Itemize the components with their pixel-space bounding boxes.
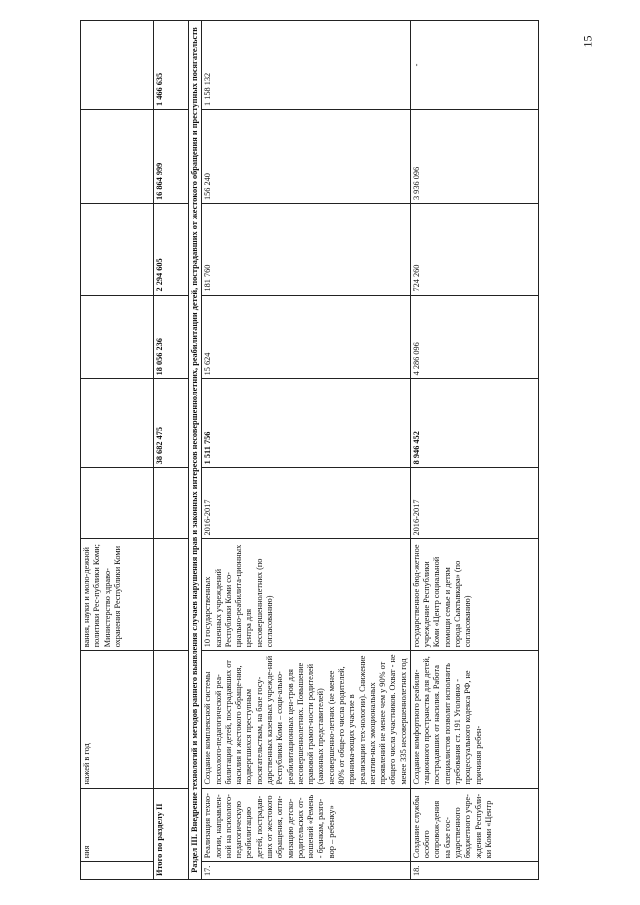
section-header: Раздел III. Внедрение технологий и методов раннего выявления случаев нарушения прав и законных интересов несовершеннолетних, реабилитации детей, пострадавших от жестокого обращения и преступных посягательств — [189, 21, 202, 880]
total-value-2: 18 056 236 — [154, 295, 189, 379]
row-title: Реализация техно-логии, направлен-ной на психолого-педагогическую реабилитацию детей, пострадав-ших от жестокого обращения, опти-мизацию детско-родительских от-ношений «Ремень - бранкам, разго-вор – ребенку» — [202, 788, 411, 862]
cell-empty — [81, 295, 154, 379]
row-number: 17. — [202, 862, 411, 880]
table-row-18 — [410, 21, 538, 880]
table-row-continued — [81, 21, 154, 880]
table-row-17 — [202, 21, 411, 880]
section-header-row — [189, 21, 202, 880]
row-value-1: 1 511 756 — [202, 379, 411, 468]
program-table — [80, 20, 539, 880]
cell-period — [81, 468, 154, 539]
row-period: 2016-2017 — [202, 468, 411, 539]
cell-empty — [81, 110, 154, 204]
cell-executor: вания, науки и моло-дежной политики Рес-публики Коми; Министерство здраво-охранения Республики Коми — [81, 539, 154, 651]
cell-title: ния — [81, 788, 154, 862]
table-row-total — [154, 21, 189, 880]
cell-empty — [81, 21, 154, 110]
cell-num — [81, 862, 154, 880]
cell-empty — [81, 204, 154, 295]
row-number: 18. — [410, 862, 538, 880]
total-value-3: 2 294 605 — [154, 204, 189, 295]
row-value-3: 181 760 — [202, 204, 411, 295]
row-title: Создание службы особого сопровож-дения на базе гос-ударственного бюджетного учре-ждения Республи-ки Коми «Центр — [410, 788, 538, 862]
total-value-5: 1 466 635 — [154, 21, 189, 110]
cell-empty — [154, 539, 189, 651]
row-value-2: 15 624 — [202, 295, 411, 379]
total-value-4: 16 864 999 — [154, 110, 189, 204]
row-value-3: 724 260 — [410, 204, 538, 295]
row-value-4: 156 240 — [202, 110, 411, 204]
row-executor: государственное бюд-жетное учреждение Республики Коми «Центр социальной помощи семье и детям города Сыктывкара» (по согласованию) — [410, 539, 538, 651]
row-content: Создание комфортного реабили-тационного пространства для детей, пострадавших от насилия. Работа специалистов позволит исполнить требования ст. 191 Уголовно - процессуального кодекса РФ, не причиняя ребен- — [410, 651, 538, 788]
page-number: 15 — [580, 35, 595, 48]
row-value-1: 8 946 452 — [410, 379, 538, 468]
row-value-5: 1 158 132 — [202, 21, 411, 110]
row-period: 2016-2017 — [410, 468, 538, 539]
cell-empty — [154, 468, 189, 539]
row-executor: 10 государственных казенных учреждений Республики Коми со-циально-реабилита-ционных центра для несовершеннолетних (по согласованию) — [202, 539, 411, 651]
cell-empty — [81, 379, 154, 468]
total-label: Итого по разделу II — [154, 788, 189, 879]
row-value-2: 4 286 096 — [410, 295, 538, 379]
row-content: Создание комплексной системы психолого-педагогической реа-билитации детей, пострадавших от насилия и жестокого обраще-ния, подвергшихся преступным посягательствам, на базе госу-дарственных казенных учрежде-ний Республики Коми – соци-ально-реабилитационных цен-тров для несовершеннолетних. Повышение правовой грамот-ности родителей (законных представителей) несовершенно-летних (не менее 80% от обще-го числа родителей, принима-ющих участие в реализации тех-нологии). Снижение негатив-ных эмоциональных проявлений не менее чем у 90% от общего числа участников. Охват - не менее 335 несовершеннолетних год — [202, 651, 411, 788]
row-value-4: 3 936 096 — [410, 110, 538, 204]
cell-content: нажей в год — [81, 651, 154, 788]
rotated-table-container — [80, 20, 600, 880]
cell-empty — [154, 651, 189, 788]
row-value-5: - — [410, 21, 538, 110]
total-value-1: 38 682 475 — [154, 379, 189, 468]
